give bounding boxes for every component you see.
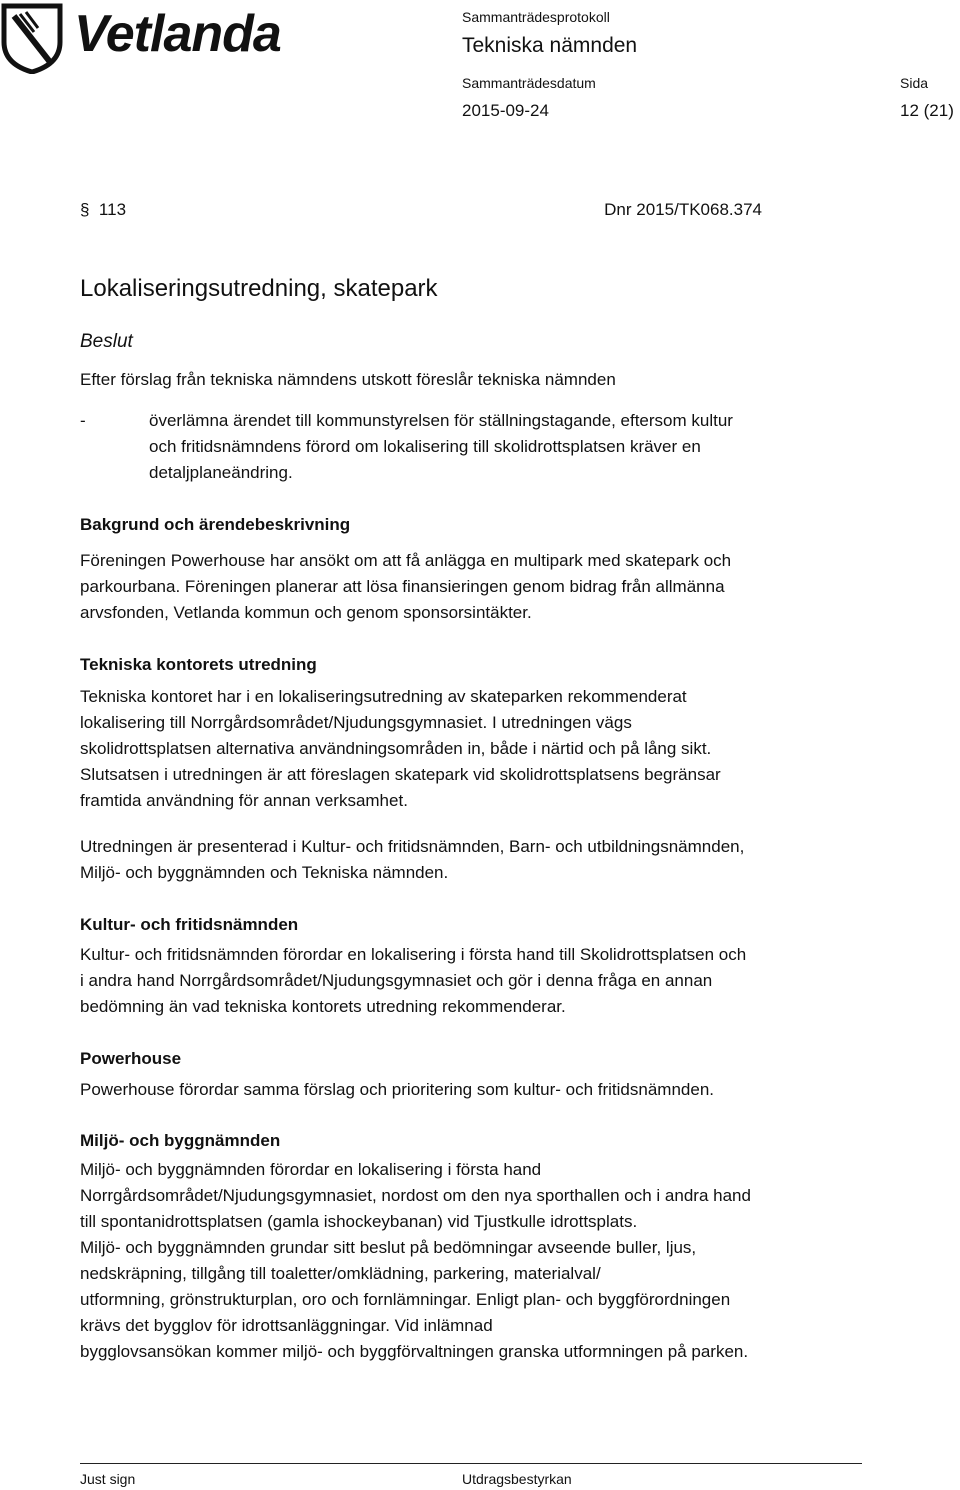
text-line: skolidrottsplatsen alternativa användningsområden in, både i närtid och på lång sikt. bbox=[80, 739, 712, 758]
text-line: Föreningen Powerhouse har ansökt om att få anlägga en multipark med skatepark och bbox=[80, 551, 732, 570]
kultur-heading: Kultur- och fritidsnämnden bbox=[80, 915, 299, 934]
vetlanda-crest-icon bbox=[0, 2, 64, 74]
text-line: till spontanidrottsplatsen (gamla ishockeybanan) vid Tjustkulle idrottsplats. bbox=[80, 1212, 638, 1231]
committee-name: Tekniska nämnden bbox=[462, 34, 638, 57]
miljo-paragraph bbox=[80, 1157, 870, 1365]
text-line: lokalisering till Norrgårdsområdet/Njudungsgymnasiet. I utredningen vägs bbox=[80, 713, 632, 732]
powerhouse-paragraph bbox=[80, 1077, 870, 1103]
text-line: Utredningen är presenterad i Kultur- och fritidsnämnden, Barn- och utbildningsnämnden, bbox=[80, 837, 745, 856]
kultur-paragraph bbox=[80, 942, 870, 1020]
text-line: nedskräpning, tillgång till toaletter/omklädning, parkering, materialval/ bbox=[80, 1264, 601, 1283]
beslut-intro: Efter förslag från tekniska nämndens utskott föreslår tekniska nämnden bbox=[80, 370, 616, 389]
utredning-heading: Tekniska kontorets utredning bbox=[80, 655, 317, 674]
text-line: detaljplaneändring. bbox=[149, 463, 293, 482]
bakgrund-paragraph bbox=[80, 548, 870, 626]
dnr-reference: Dnr 2015/TK068.374 bbox=[604, 200, 762, 219]
beslut-heading: Beslut bbox=[80, 331, 133, 352]
page-label: Sida bbox=[900, 75, 929, 91]
text-line: Powerhouse förordar samma förslag och prioritering som kultur- och fritidsnämnden. bbox=[80, 1080, 714, 1099]
utredning-paragraph bbox=[80, 684, 870, 814]
text-line: utformning, grönstrukturplan, oro och fornlämningar. Enligt plan- och byggförordningen bbox=[80, 1290, 731, 1309]
bullet-text bbox=[149, 408, 879, 486]
text-line: överlämna ärendet till kommunstyrelsen för ställningstagande, eftersom kultur bbox=[149, 411, 733, 430]
meeting-date-label: Sammanträdesdatum bbox=[462, 75, 596, 91]
text-line: Norrgårdsområdet/Njudungsgymnasiet, nordost om den nya sporthallen och i andra hand bbox=[80, 1186, 751, 1205]
section-number: 113 bbox=[98, 200, 127, 219]
footer-just-sign: Just sign bbox=[80, 1471, 136, 1487]
footer-utdragsbestyrkan: Utdragsbestyrkan bbox=[462, 1471, 572, 1487]
text-line: parkourbana. Föreningen planerar att lösa finansieringen genom bidrag från allmänna bbox=[80, 577, 725, 596]
paragraph-number bbox=[80, 199, 126, 221]
text-line: arvsfonden, Vetlanda kommun och genom sponsorsintäkter. bbox=[80, 603, 532, 622]
text-line: Miljö- och byggnämnden och Tekniska nämnden. bbox=[80, 863, 449, 882]
miljo-heading: Miljö- och byggnämnden bbox=[80, 1131, 281, 1150]
section-symbol: § bbox=[80, 200, 90, 219]
text-line: framtida användning för annan verksamhet. bbox=[80, 791, 408, 810]
text-line: Miljö- och byggnämnden förordar en lokalisering i första hand bbox=[80, 1160, 542, 1179]
meeting-date-value: 2015-09-24 bbox=[462, 101, 549, 120]
bakgrund-heading: Bakgrund och ärendebeskrivning bbox=[80, 515, 351, 534]
text-line: Tekniska kontoret har i en lokaliseringsutredning av skateparken rekommenderat bbox=[80, 687, 687, 706]
protocol-label: Sammanträdesprotokoll bbox=[462, 9, 610, 25]
bullet-dash: - bbox=[80, 411, 86, 430]
text-line: Miljö- och byggnämnden grundar sitt beslut på bedömningar avseende buller, ljus, bbox=[80, 1238, 697, 1257]
text-line: krävs det bygglov för idrottsanläggningar. Vid inlämnad bbox=[80, 1316, 493, 1335]
page-number: 12 (21) bbox=[900, 101, 954, 120]
document-title: Lokaliseringsutredning, skatepark bbox=[80, 275, 438, 302]
text-line: i andra hand Norrgårdsområdet/Njudungsgymnasiet och gör i denna fråga en annan bbox=[80, 971, 713, 990]
text-line: och fritidsnämndens förord om lokalisering till skolidrottsplatsen kräver en bbox=[149, 437, 701, 456]
text-line: bygglovsansökan kommer miljö- och byggförvaltningen granska utformningen på parken. bbox=[80, 1342, 749, 1361]
footer-divider bbox=[80, 1463, 862, 1464]
text-line: Kultur- och fritidsnämnden förordar en lokalisering i första hand till Skolidrottsplatsen och bbox=[80, 945, 747, 964]
text-line: Slutsatsen i utredningen är att föreslagen skatepark vid skolidrottsplatsens begränsar bbox=[80, 765, 721, 784]
vetlanda-logo-wordmark: Vetlanda bbox=[74, 5, 281, 63]
powerhouse-heading: Powerhouse bbox=[80, 1049, 182, 1068]
text-line: bedömning än vad tekniska kontorets utredning rekommenderar. bbox=[80, 997, 566, 1016]
utredning-paragraph-2 bbox=[80, 834, 870, 886]
